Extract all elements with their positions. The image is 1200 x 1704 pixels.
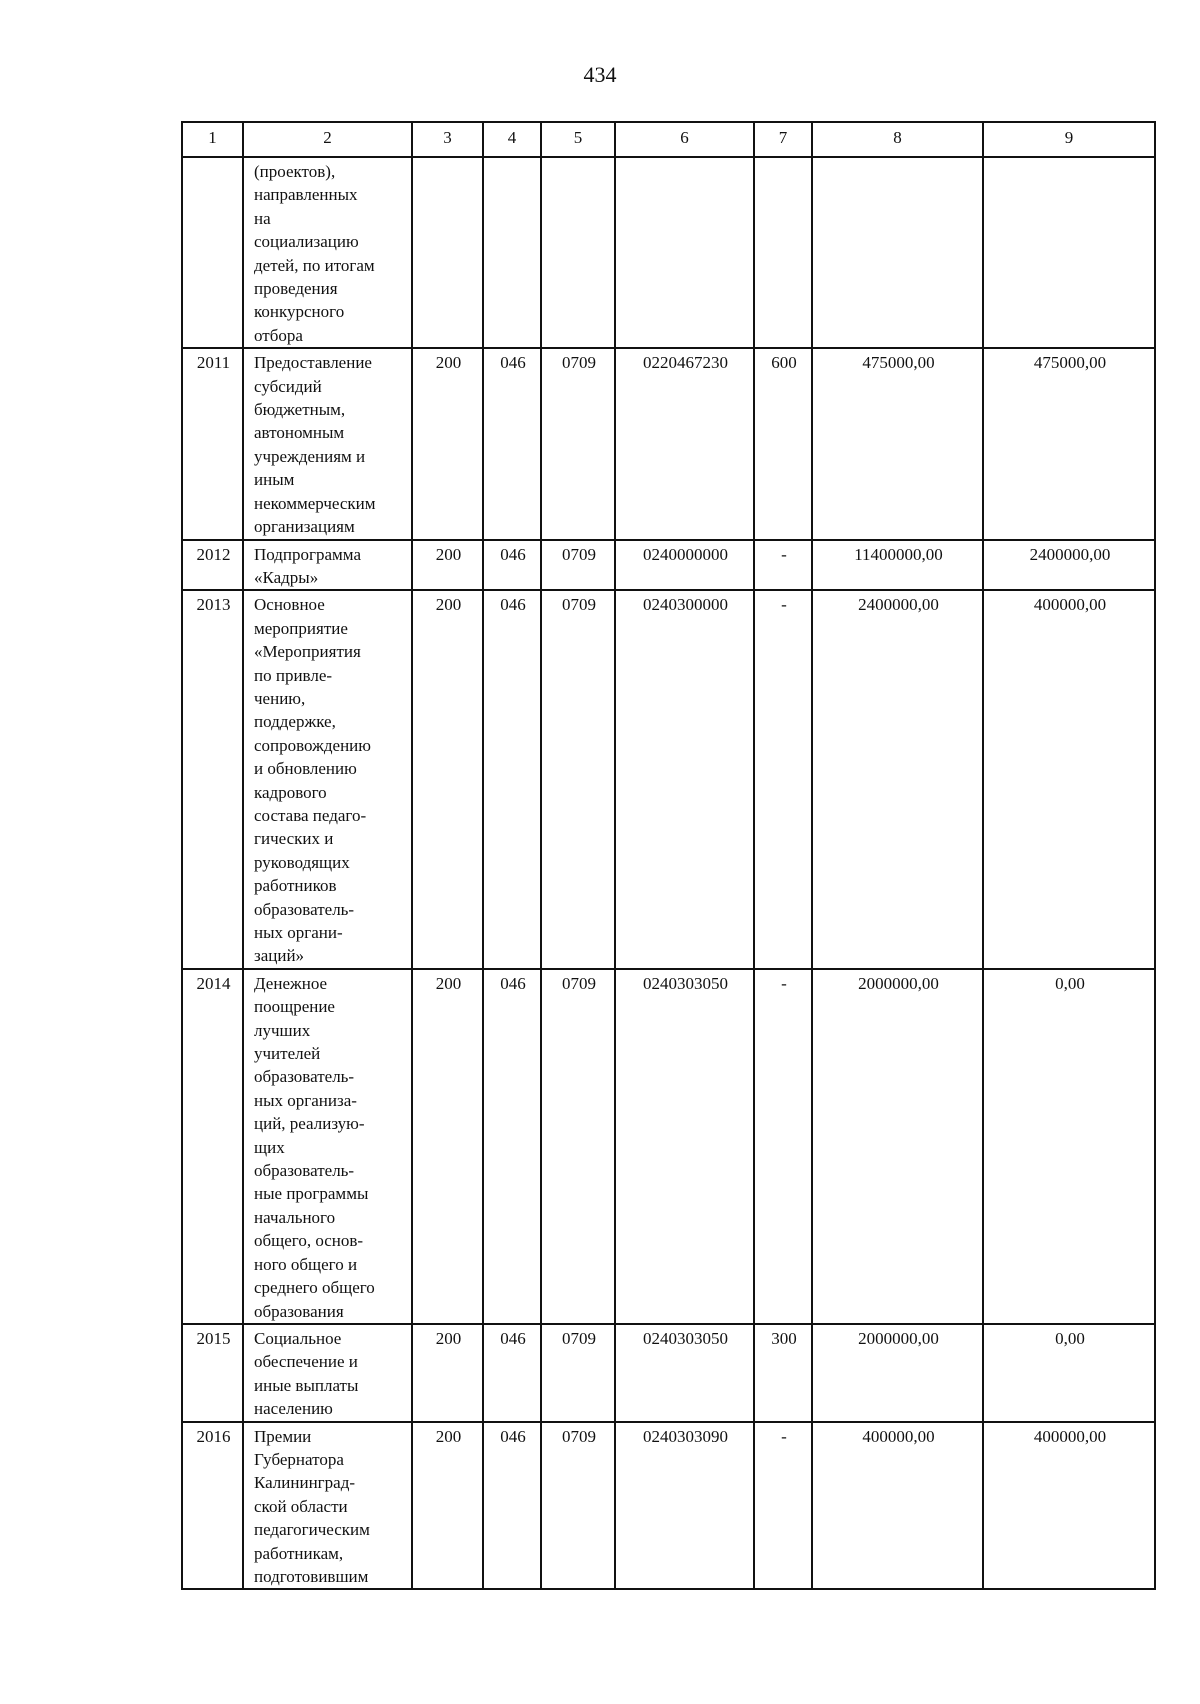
name-line: поддержке, bbox=[254, 712, 336, 732]
name-line: учителей bbox=[254, 1044, 321, 1064]
name-line: щих bbox=[254, 1137, 285, 1157]
name-line: заций» bbox=[254, 946, 305, 966]
code-cell-7: - bbox=[754, 590, 812, 969]
row-name-cell bbox=[243, 157, 412, 348]
name-line: гических и bbox=[254, 829, 334, 849]
code-cell-6: 0240303050 bbox=[615, 969, 754, 1324]
name-line: ные программы bbox=[254, 1184, 369, 1204]
code-cell-6: 0240303050 bbox=[615, 1324, 754, 1422]
table-row bbox=[182, 590, 1155, 969]
amount-cell-9: 0,00 bbox=[983, 969, 1155, 1324]
table-row bbox=[182, 1422, 1155, 1590]
amount-cell-9: 2400000,00 bbox=[983, 540, 1155, 591]
code-cell-3: 200 bbox=[412, 348, 483, 539]
name-line: Денежное bbox=[254, 973, 328, 993]
name-line: ных органи- bbox=[254, 923, 343, 942]
code-cell-5 bbox=[541, 157, 615, 348]
name-line: образования bbox=[254, 1301, 344, 1321]
name-line: автономным bbox=[254, 423, 345, 443]
code-cell-4: 046 bbox=[483, 590, 541, 969]
amount-cell-9: 400000,00 bbox=[983, 590, 1155, 969]
code-cell-3: 200 bbox=[412, 1324, 483, 1422]
amount-cell-8 bbox=[812, 157, 983, 348]
name-line: Губернатора bbox=[254, 1449, 344, 1469]
row-number-cell: 2012 bbox=[182, 540, 243, 591]
code-cell-5: 0709 bbox=[541, 540, 615, 591]
name-line: кадрового bbox=[254, 782, 327, 802]
code-cell-6: 0220467230 bbox=[615, 348, 754, 539]
name-line: педагогическим bbox=[254, 1520, 370, 1540]
row-name-cell bbox=[243, 540, 412, 591]
code-cell-7: - bbox=[754, 540, 812, 591]
name-line: мероприятие bbox=[254, 618, 348, 638]
amount-cell-9: 400000,00 bbox=[983, 1422, 1155, 1590]
name-line: «Кадры» bbox=[254, 567, 319, 587]
name-line: лучших bbox=[254, 1020, 311, 1040]
code-cell-7: 600 bbox=[754, 348, 812, 539]
table-row bbox=[182, 969, 1155, 1324]
name-line: детей, по итогам bbox=[254, 255, 375, 275]
code-cell-4: 046 bbox=[483, 348, 541, 539]
header-cell: 8 bbox=[812, 122, 983, 157]
name-line: начального bbox=[254, 1207, 336, 1227]
code-cell-7: - bbox=[754, 969, 812, 1324]
code-cell-4 bbox=[483, 157, 541, 348]
page-number: 434 bbox=[583, 62, 617, 87]
code-cell-5: 0709 bbox=[541, 1324, 615, 1422]
row-name-cell bbox=[243, 348, 412, 539]
name-line: поощрение bbox=[254, 997, 335, 1017]
code-cell-4: 046 bbox=[483, 1422, 541, 1590]
name-line: работников bbox=[254, 876, 337, 896]
row-name-cell bbox=[243, 1422, 412, 1590]
amount-cell-8: 11400000,00 bbox=[812, 540, 983, 591]
code-cell-4: 046 bbox=[483, 540, 541, 591]
name-line: ций, реализую- bbox=[254, 1114, 365, 1134]
code-cell-3: 200 bbox=[412, 1422, 483, 1590]
amount-cell-8: 2000000,00 bbox=[812, 969, 983, 1324]
name-line: и обновлению bbox=[254, 759, 357, 779]
code-cell-5: 0709 bbox=[541, 590, 615, 969]
code-cell-6 bbox=[615, 157, 754, 348]
name-line: направленных bbox=[254, 185, 358, 205]
code-cell-7: - bbox=[754, 1422, 812, 1590]
amount-cell-8: 475000,00 bbox=[812, 348, 983, 539]
table-row bbox=[182, 157, 1155, 348]
name-line: руководящих bbox=[254, 852, 350, 872]
header-cell: 3 bbox=[412, 122, 483, 157]
header-cell: 2 bbox=[243, 122, 412, 157]
amount-cell-8: 400000,00 bbox=[812, 1422, 983, 1590]
header-cell: 6 bbox=[615, 122, 754, 157]
name-line: некоммерческим bbox=[254, 493, 376, 513]
name-line: иные выплаты bbox=[254, 1375, 359, 1395]
name-line: отбора bbox=[254, 325, 303, 345]
name-line: ской области bbox=[254, 1496, 348, 1516]
amount-cell-8: 2000000,00 bbox=[812, 1324, 983, 1422]
name-line: ного общего и bbox=[254, 1254, 358, 1274]
name-line: сопровождению bbox=[254, 735, 371, 755]
name-line: среднего общего bbox=[254, 1278, 375, 1298]
row-number-cell: 2015 bbox=[182, 1324, 243, 1422]
row-number-cell bbox=[182, 157, 243, 348]
header-row bbox=[182, 122, 1155, 157]
code-cell-3: 200 bbox=[412, 540, 483, 591]
row-name-cell bbox=[243, 590, 412, 969]
amount-cell-8: 2400000,00 bbox=[812, 590, 983, 969]
name-line: иным bbox=[254, 470, 295, 490]
name-line: Предоставление bbox=[254, 353, 372, 373]
name-line: бюджетным, bbox=[254, 400, 346, 420]
name-line: образователь- bbox=[254, 1067, 355, 1087]
name-line: подготовившим bbox=[254, 1566, 369, 1586]
amount-cell-9 bbox=[983, 157, 1155, 348]
code-cell-4: 046 bbox=[483, 1324, 541, 1422]
code-cell-5: 0709 bbox=[541, 969, 615, 1324]
code-cell-5: 0709 bbox=[541, 1422, 615, 1590]
name-line: организациям bbox=[254, 517, 355, 537]
code-cell-4: 046 bbox=[483, 969, 541, 1324]
name-line: учреждениям и bbox=[254, 446, 366, 466]
budget-table bbox=[181, 121, 1156, 1590]
name-line: Основное bbox=[254, 595, 325, 615]
name-line: ных организа- bbox=[254, 1090, 357, 1110]
amount-cell-9: 475000,00 bbox=[983, 348, 1155, 539]
name-line: образователь- bbox=[254, 1161, 355, 1181]
name-line: Подпрограмма bbox=[254, 544, 361, 564]
row-name-cell bbox=[243, 969, 412, 1324]
row-number-cell: 2016 bbox=[182, 1422, 243, 1590]
table-body bbox=[182, 157, 1155, 1589]
code-cell-3: 200 bbox=[412, 590, 483, 969]
table-row bbox=[182, 1324, 1155, 1422]
header-cell: 4 bbox=[483, 122, 541, 157]
name-line: Калининград- bbox=[254, 1473, 356, 1493]
name-line: по привле- bbox=[254, 665, 333, 685]
name-line: конкурсного bbox=[254, 302, 345, 322]
header-cell: 9 bbox=[983, 122, 1155, 157]
row-number-cell: 2011 bbox=[182, 348, 243, 539]
name-line: на bbox=[254, 208, 271, 228]
amount-cell-9: 0,00 bbox=[983, 1324, 1155, 1422]
code-cell-6: 0240303090 bbox=[615, 1422, 754, 1590]
row-name-cell bbox=[243, 1324, 412, 1422]
name-line: социализацию bbox=[254, 232, 359, 252]
name-line: Премии bbox=[254, 1426, 312, 1446]
name-line: состава педаго- bbox=[254, 805, 367, 825]
table-row bbox=[182, 348, 1155, 539]
name-line: чению, bbox=[254, 688, 306, 708]
name-line: обеспечение и bbox=[254, 1352, 358, 1372]
code-cell-7 bbox=[754, 157, 812, 348]
name-line: общего, основ- bbox=[254, 1231, 364, 1251]
row-number-cell: 2014 bbox=[182, 969, 243, 1324]
name-line: работникам, bbox=[254, 1543, 344, 1563]
code-cell-3: 200 bbox=[412, 969, 483, 1324]
code-cell-6: 0240300000 bbox=[615, 590, 754, 969]
name-line: Социальное bbox=[254, 1328, 342, 1348]
name-line: (проектов), bbox=[254, 162, 336, 181]
code-cell-7: 300 bbox=[754, 1324, 812, 1422]
name-line: образователь- bbox=[254, 899, 355, 919]
code-cell-5: 0709 bbox=[541, 348, 615, 539]
row-number-cell: 2013 bbox=[182, 590, 243, 969]
name-line: субсидий bbox=[254, 376, 322, 396]
name-line: проведения bbox=[254, 279, 338, 299]
code-cell-3 bbox=[412, 157, 483, 348]
header-cell: 7 bbox=[754, 122, 812, 157]
name-line: населению bbox=[254, 1399, 333, 1419]
table-row bbox=[182, 540, 1155, 591]
code-cell-6: 0240000000 bbox=[615, 540, 754, 591]
name-line: «Мероприятия bbox=[254, 642, 361, 662]
header-cell: 1 bbox=[182, 122, 243, 157]
header-cell: 5 bbox=[541, 122, 615, 157]
